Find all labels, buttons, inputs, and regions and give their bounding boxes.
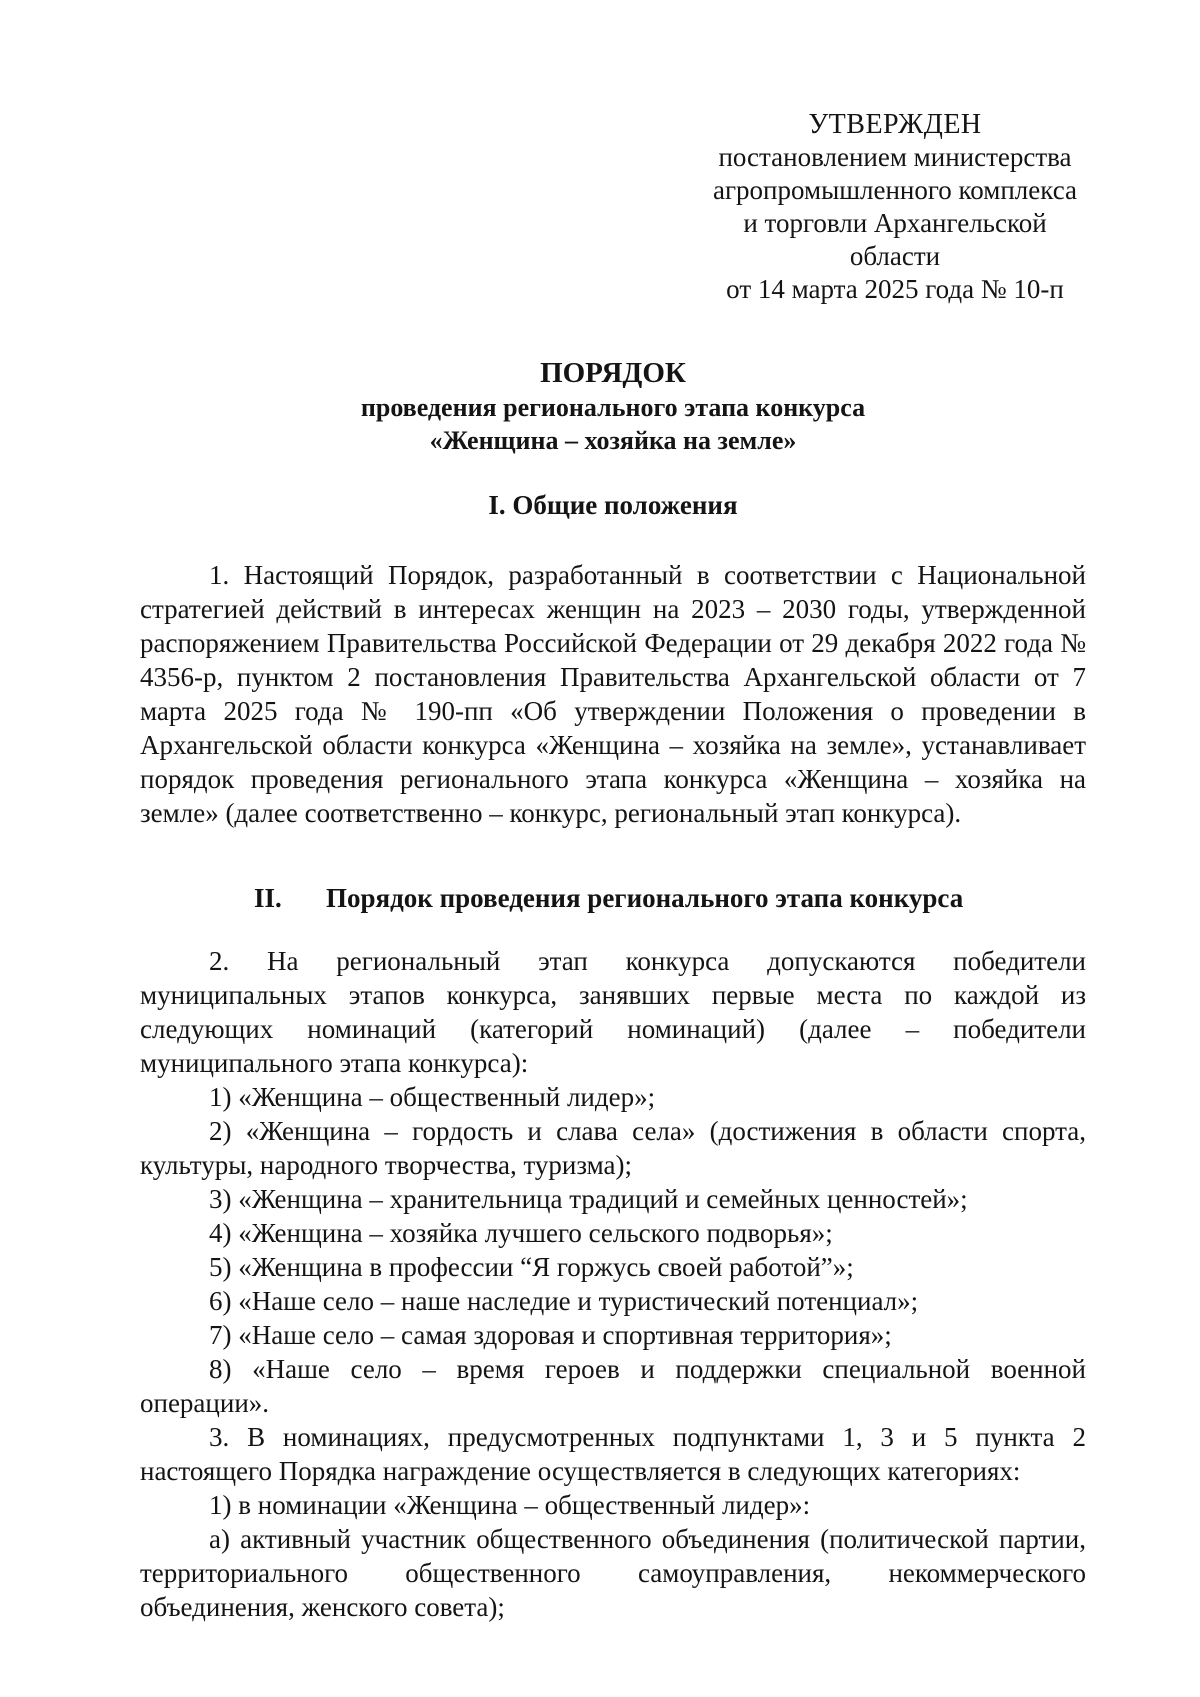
list-item: 8) «Наше село – время героев и поддержки специальной военной операции». [140,1354,1086,1418]
list-item: 3) «Женщина – хранительница традиций и семейных ценностей»; [209,1184,968,1214]
approval-line: и торговли Архангельской [743,208,1047,238]
approval-line: от 14 марта 2025 года № 10-п [726,274,1064,304]
approval-line: агропромышленного комплекса [713,175,1077,205]
section-heading-text: Порядок проведения регионального этапа конкурса [326,883,964,913]
approval-stamp [685,108,1105,306]
paragraph: 3. В номинациях, предусмотренных подпунктами 1, 3 и 5 пункта 2 настоящего Порядка награждение осуществляется в следующих категориях: [140,1422,1086,1486]
paragraph: 1. Настоящий Порядок, разработанный в соответствии с Национальной стратегией действий в интересах женщин на 2023 – 2030 годы, утвержденной распоряжением Правительства Российской Федерации от 29 декабря 2022 года № 4356-р, пунктом 2 постановления Правительства Архангельской области от 7 марта 2025 года № 190-пп «Об утверждении Положения о проведении в Архангельской области конкурса «Женщина – хозяйка на земле», устанавливает порядок проведения регионального этапа конкурса «Женщина – хозяйка на земле» (далее соответственно – конкурс, региональный этап конкурса). [140,560,1086,828]
title-subtitle: проведения регионального этапа конкурса [360,393,866,422]
section-body [140,558,1086,830]
list-item: 2) «Женщина – гордость и слава села» (достижения в области спорта, культуры, народного творчества, туризма); [140,1116,1086,1180]
approval-line: постановлением министерства [718,142,1072,172]
list-item: 1) «Женщина – общественный лидер»; [209,1082,656,1112]
approval-heading: УТВЕРЖДЕН [808,109,982,140]
title-subtitle: «Женщина – хозяйка на земле» [429,426,797,455]
list-item: 1) в номинации «Женщина – общественный лидер»: [209,1490,811,1520]
list-item: 7) «Наше село – самая здоровая и спортивная территория»; [209,1320,892,1350]
list-item: 6) «Наше село – наше наследие и туристический потенциал»; [209,1286,919,1316]
list-item: 5) «Женщина в профессии “Я горжусь своей работой”»; [209,1252,854,1282]
title-main: ПОРЯДОК [540,357,686,389]
section-number: II. [254,883,282,913]
approval-line: области [849,241,941,271]
document-title [140,355,1086,457]
section-heading: I. Общие положения [488,490,738,520]
list-item: а) активный участник общественного объединения (политической партии, территориального общественного самоуправления, некоммерческого объединения, женского совета); [140,1524,1086,1622]
section-body [140,944,1086,1624]
paragraph: 2. На региональный этап конкурса допускаются победители муниципальных этапов конкурса, занявших первые места по каждой из следующих номинаций (категорий номинаций) (далее – победители муниципального этапа конкурса): [140,946,1086,1078]
list-item: 4) «Женщина – хозяйка лучшего сельского подворья»; [209,1218,833,1248]
